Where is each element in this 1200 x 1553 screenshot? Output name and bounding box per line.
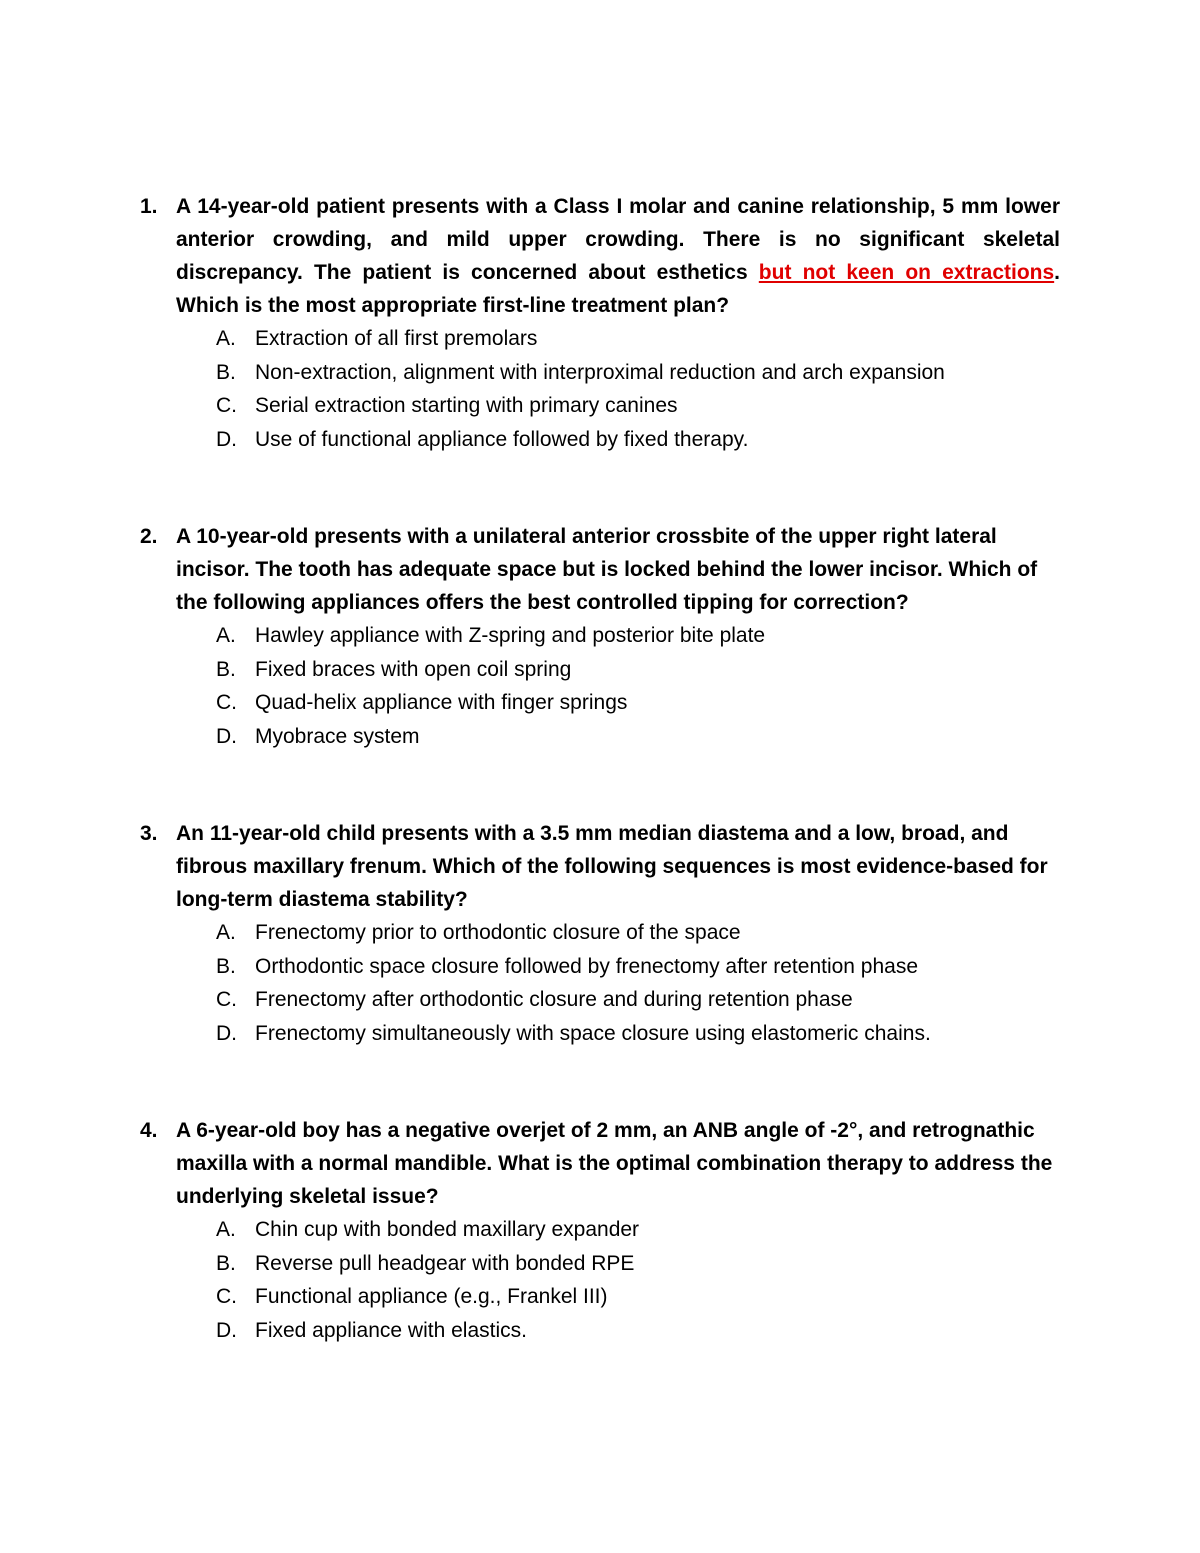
- option-text: Frenectomy simultaneously with space closure using elastomeric chains.: [255, 1021, 931, 1045]
- option-text: Functional appliance (e.g., Frankel III): [255, 1285, 608, 1308]
- option-letter: D.: [216, 724, 237, 748]
- option-text: Frenectomy after orthodontic closure and during retention phase: [255, 988, 853, 1011]
- answer-option-d: [216, 720, 1060, 754]
- answer-options: [176, 916, 1060, 1050]
- question-1: [140, 190, 1060, 456]
- option-text: Fixed braces with open coil spring: [255, 657, 572, 681]
- answer-option-a: [216, 619, 1060, 653]
- option-letter: B.: [216, 954, 236, 978]
- option-text: Quad-helix appliance with finger springs: [255, 691, 628, 714]
- option-letter: C.: [216, 1285, 237, 1308]
- answer-option-b: [216, 950, 1060, 984]
- question-body: [176, 1114, 1060, 1347]
- answer-option-b: [216, 356, 1060, 390]
- option-text: Serial extraction starting with primary canines: [255, 394, 678, 417]
- answer-option-a: [216, 322, 1060, 356]
- answer-option-d: [216, 1314, 1060, 1348]
- stem-text: A 14-year-old patient presents with a Class I molar and canine relationship, 5 mm lower anterior crowding, and mild upper crowding. There is no significant skeletal discrepancy. The patient is concerned about esthetics: [176, 195, 1060, 284]
- answer-options: [176, 619, 1060, 753]
- option-text: Chin cup with bonded maxillary expander: [255, 1218, 640, 1241]
- answer-option-c: [216, 686, 1060, 720]
- stem-highlight: but not keen on extractions: [758, 261, 1055, 284]
- question-body: [176, 817, 1060, 1050]
- answer-option-c: [216, 389, 1060, 423]
- answer-option-c: [216, 1280, 1060, 1314]
- question-stem: A 10-year-old presents with a unilateral anterior crossbite of the upper right lateral incisor. The tooth has adequate space but is locked behind the lower incisor. Which of the following appliances offers the best controlled tipping for correction?: [176, 525, 1038, 614]
- option-letter: A.: [216, 327, 236, 350]
- answer-option-a: [216, 1213, 1060, 1247]
- option-letter: A.: [216, 1218, 236, 1241]
- option-letter: B.: [216, 360, 236, 384]
- question-number: 3.: [140, 822, 158, 845]
- question-body: [176, 190, 1060, 456]
- option-letter: C.: [216, 691, 237, 714]
- option-text: Non-extraction, alignment with interproximal reduction and arch expansion: [255, 360, 945, 384]
- question-stem: [176, 190, 1060, 322]
- question-number: 4.: [140, 1119, 158, 1142]
- answer-option-b: [216, 1247, 1060, 1281]
- option-letter: A.: [216, 624, 236, 647]
- option-letter: C.: [216, 988, 237, 1011]
- answer-options: [176, 1213, 1060, 1347]
- option-text: Hawley appliance with Z-spring and posterior bite plate: [255, 624, 766, 647]
- question-3: [140, 817, 1060, 1050]
- option-letter: D.: [216, 427, 237, 451]
- option-letter: B.: [216, 1251, 236, 1275]
- question-number: 1.: [140, 195, 158, 218]
- answer-option-d: [216, 1017, 1060, 1051]
- answer-option-c: [216, 983, 1060, 1017]
- option-letter: D.: [216, 1318, 237, 1342]
- option-letter: C.: [216, 394, 237, 417]
- option-letter: A.: [216, 921, 236, 944]
- answer-option-a: [216, 916, 1060, 950]
- question-number: 2.: [140, 525, 158, 548]
- option-text: Fixed appliance with elastics.: [255, 1318, 527, 1342]
- answer-option-d: [216, 423, 1060, 457]
- option-text: Orthodontic space closure followed by frenectomy after retention phase: [255, 954, 919, 978]
- question-body: [176, 520, 1060, 753]
- option-letter: B.: [216, 657, 236, 681]
- option-text: Frenectomy prior to orthodontic closure of the space: [255, 921, 741, 944]
- question-stem: An 11-year-old child presents with a 3.5 mm median diastema and a low, broad, and fibrous maxillary frenum. Which of the following sequences is most evidence-based for long-term diastema stability?: [176, 822, 1048, 911]
- question-2: [140, 520, 1060, 753]
- option-text: Extraction of all first premolars: [255, 327, 538, 350]
- option-text: Use of functional appliance followed by fixed therapy.: [255, 427, 749, 451]
- stem-text: . Which is the most appropriate first-line treatment plan?: [176, 261, 1060, 317]
- option-text: Myobrace system: [255, 724, 420, 748]
- option-letter: D.: [216, 1021, 237, 1045]
- question-stem: A 6-year-old boy has a negative overjet of 2 mm, an ANB angle of -2°, and retrognathic maxilla with a normal mandible. What is the optimal combination therapy to address the underlying skeletal issue?: [176, 1119, 1053, 1208]
- option-text: Reverse pull headgear with bonded RPE: [255, 1251, 635, 1275]
- answer-option-b: [216, 653, 1060, 687]
- answer-options: [176, 322, 1060, 456]
- question-4: [140, 1114, 1060, 1347]
